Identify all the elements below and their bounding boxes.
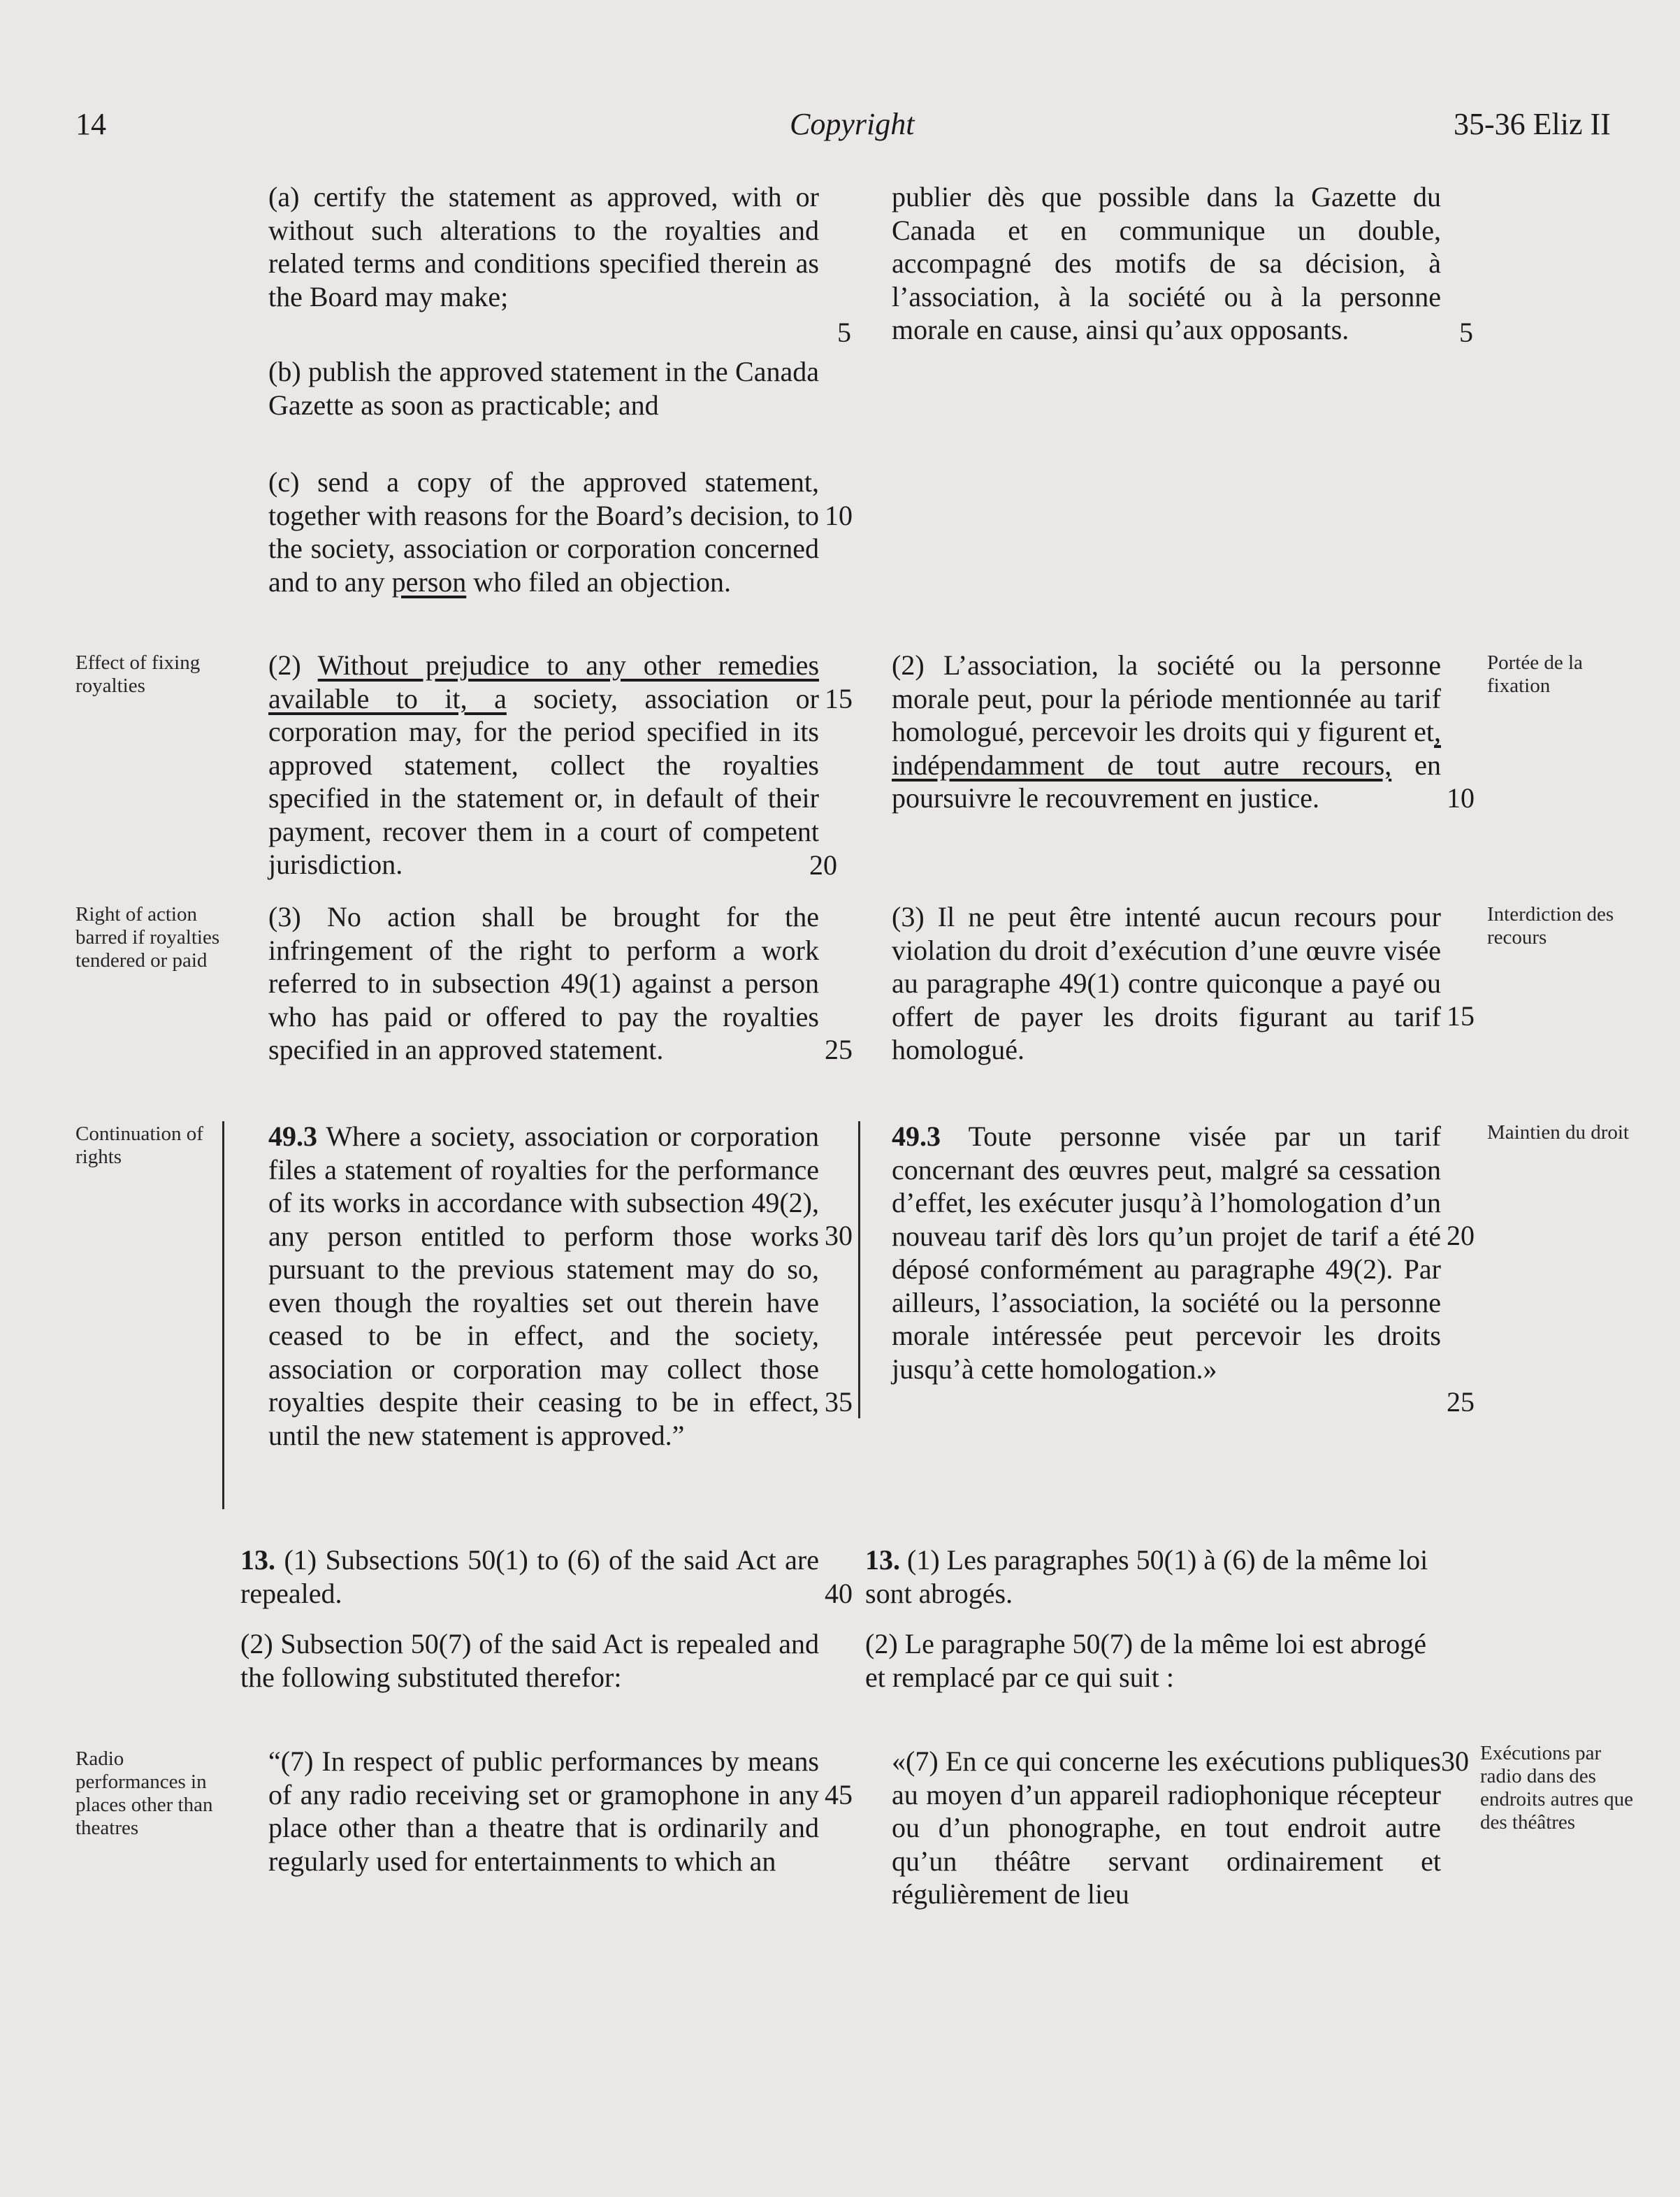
- page-number: 14: [75, 107, 106, 141]
- en-section-13-1: 13. (1) Subsections 50(1) to (6) of the said Act are repealed.: [240, 1544, 819, 1609]
- fr-line-number: 10: [1447, 782, 1475, 814]
- en-subsection-3: (3) No action shall be brought for the infringement of the right to perform a work referred to in subsection 49(1) against a person who has paid or offered to pay the royalties specified in an approved statement.: [268, 901, 819, 1065]
- en-paragraph-b: (b) publish the approved statement in the Canada Gazette as soon as practicable; and: [268, 356, 819, 421]
- en-section-49-3-number: 49.3: [268, 1121, 317, 1152]
- en-line-number: 5: [837, 317, 851, 348]
- en-line-number: 15: [825, 683, 853, 714]
- fr-subsection-2: (2) L’association, la société ou la personne morale peut, pour la période mentionnée au tarif homologué, percevoir les droits qui y figurent et, indépendamment de tout autre recours, en poursuivre le recouvrement en justice.: [892, 649, 1441, 814]
- en-underlined-person: person: [391, 566, 467, 598]
- margin-note-continuation-fr: Maintien du droit: [1487, 1121, 1629, 1144]
- fr-line-number: 15: [1447, 1000, 1475, 1032]
- margin-note-continuation-en: Continuation of rights: [75, 1123, 203, 1168]
- en-line-number: 40: [825, 1578, 853, 1609]
- fr-section-49-3: 49.3 Toute personne visée par un tarif concernant des œuvres peut, malgré sa cessation d’effet, les exécuter jusqu’à l’homologation d’un nouveau tarif dès lors qu’un projet de tarif a été déposé conformément au paragraphe 49(2). Par ailleurs, l’association, la société ou la personne morale intéressée peut percevoir les droits jusqu’à cette homologation.»: [892, 1121, 1441, 1385]
- en-section-13-number: 13.: [240, 1544, 275, 1576]
- fr-paragraph-top: publier dès que possible dans la Gazette du Canada et en communique un double, accompagné des motifs de sa décision, à l’association, à la société ou à la personne morale en cause, ainsi qu’aux opposants.: [892, 181, 1441, 345]
- en-line-number: 25: [825, 1034, 853, 1065]
- change-bar-center: [858, 1121, 860, 1418]
- en-line-number: 30: [825, 1220, 853, 1251]
- fr-section-13-number: 13.: [865, 1544, 900, 1576]
- en-underlined-amendment: Without prejudice to any other remedies available to it, a: [268, 649, 820, 714]
- en-paragraph-a: (a) certify the statement as approved, with or without such alterations to the royalties and related terms and conditions specified therein as the Board may make;: [268, 181, 819, 312]
- fr-subsection-50-7: «(7) En ce qui concerne les exécutions publiques au moyen d’un appareil radiophonique récepteur ou d’un phonographe, en tout endroit autre qu’un théâtre servant ordinairement et régulièrement de lieu: [892, 1745, 1441, 1910]
- en-line-number: 20: [809, 849, 837, 881]
- en-line-number: 35: [825, 1386, 853, 1418]
- en-line-number: 45: [825, 1779, 853, 1810]
- en-section-13-2: (2) Subsection 50(7) of the said Act is repealed and the following substituted therefor:: [240, 1628, 819, 1693]
- running-title: Copyright: [790, 107, 915, 141]
- fr-line-number: 25: [1447, 1386, 1475, 1418]
- fr-line-number: 20: [1447, 1220, 1475, 1251]
- margin-note-right-of-action-fr: Interdiction des recours: [1487, 903, 1614, 949]
- fr-section-49-3-number: 49.3: [892, 1121, 941, 1152]
- en-subsection-50-7: “(7) In respect of public performances by means of any radio receiving set or gramophone in any place other than a theatre that is ordinarily and regularly used for entertainments to which an: [268, 1745, 819, 1877]
- session-label: 35-36 Eliz II: [1454, 107, 1611, 141]
- fr-subsection-3: (3) Il ne peut être intenté aucun recours pour violation du droit d’exécution d’une œuvre visée au paragraphe 49(1) contre quiconque a payé ou offert de payer les droits figurant au tarif homologué.: [892, 901, 1441, 1065]
- en-section-49-3: 49.3 Where a society, association or corporation files a statement of royalties for the performance of its works in accordance with subsection 49(2), any person entitled to perform those works pursuant to the previous statement may do so, even though the royalties set out therein have ceased to be in effect, and the society, association or corporation may collect those royalties despite their ceasing to be in effect, until the new statement is approved.”: [268, 1121, 819, 1451]
- fr-underlined-amendment: , indépendamment de tout autre recours,: [892, 716, 1441, 781]
- fr-section-13-2: (2) Le paragraphe 50(7) de la même loi est abrogé et remplacé par ce qui suit :: [865, 1628, 1426, 1693]
- fr-section-13-1: 13. (1) Les paragraphes 50(1) à (6) de la même loi sont abrogés.: [865, 1544, 1428, 1609]
- margin-note-radio-fr: Exécutions par radio dans des endroits autres que des théâtres: [1480, 1742, 1634, 1834]
- change-bar-left: [222, 1121, 224, 1509]
- margin-note-effect-fr: Portée de la fixation: [1487, 651, 1583, 697]
- margin-note-right-of-action-en: Right of action barred if royalties tendered or paid: [75, 903, 220, 972]
- margin-note-effect-en: Effect of fixing royalties: [75, 651, 201, 697]
- en-paragraph-c: (c) send a copy of the approved statement, together with reasons for the Board’s decision, to the society, association or corporation concerned and to any person who filed an objection.: [268, 466, 819, 598]
- en-line-number: 10: [825, 500, 853, 531]
- en-subsection-2: (2) Without prejudice to any other remedies available to it, a society, association or corporation may, for the period specified in its approved statement, collect the royalties specified in the statement or, in default of their payment, recover them in a court of competent jurisdiction.: [268, 649, 820, 880]
- fr-line-number: 5: [1459, 317, 1473, 348]
- margin-note-radio-en: Radio performances in places other than theatres: [75, 1748, 213, 1839]
- fr-line-number: 30: [1441, 1745, 1469, 1777]
